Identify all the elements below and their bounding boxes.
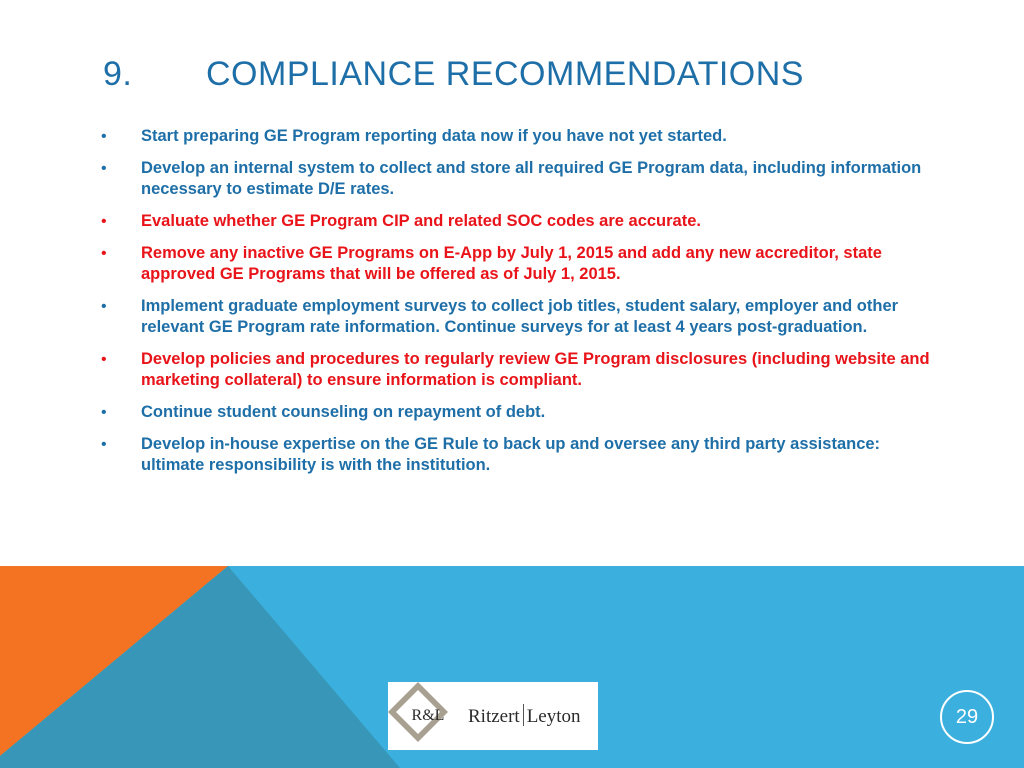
title-text: COMPLIANCE RECOMMENDATIONS [206, 55, 804, 93]
bullet-marker: • [101, 404, 107, 421]
bullet-item [101, 126, 931, 147]
bullet-marker: • [101, 436, 107, 453]
bullet-item [101, 349, 931, 391]
bullet-item [101, 158, 931, 200]
page-number-badge: 29 [940, 690, 994, 744]
bullet-item [101, 434, 931, 476]
bullet-item [101, 211, 931, 232]
company-logo [388, 682, 598, 750]
logo-name-left: Ritzert [468, 706, 520, 727]
logo-wordmark [468, 704, 581, 728]
logo-initials: R&L [411, 707, 445, 724]
bullet-text: Implement graduate employment surveys to collect job titles, student salary, employer and other relevant GE Program rate information. Continue surveys for at least 4 years post-graduation. [141, 297, 899, 336]
logo-name-right: Leyton [526, 706, 581, 727]
bullet-marker: • [101, 298, 107, 315]
bullet-marker: • [101, 213, 107, 230]
section-number: 9. [103, 55, 133, 93]
logo-divider [523, 704, 524, 726]
bullet-marker: • [101, 245, 107, 262]
bullet-marker: • [101, 160, 107, 177]
bullet-marker: • [101, 128, 107, 145]
bullet-marker: • [101, 351, 107, 368]
bullet-text: Develop an internal system to collect and store all required GE Program data, including information necessary to estimate D/E rates. [141, 159, 922, 198]
bullet-list [101, 126, 931, 487]
footer-band [0, 566, 1024, 768]
bullet-text: Remove any inactive GE Programs on E-App by July 1, 2015 and add any new accreditor, state approved GE Programs that will be offered as of July 1, 2015. [141, 244, 882, 283]
bullet-text: Start preparing GE Program reporting data now if you have not yet started. [141, 127, 727, 145]
bullet-text: Evaluate whether GE Program CIP and related SOC codes are accurate. [141, 212, 701, 230]
bullet-text: Continue student counseling on repayment of debt. [141, 403, 546, 421]
bullet-item [101, 296, 931, 338]
bullet-text: Develop policies and procedures to regularly review GE Program disclosures (including website and marketing collateral) to ensure information is compliant. [141, 350, 930, 389]
bullet-item [101, 243, 931, 285]
bullet-item [101, 402, 931, 423]
bullet-text: Develop in-house expertise on the GE Rule to back up and oversee any third party assistance: ultimate responsibility is with the institution. [141, 435, 881, 474]
